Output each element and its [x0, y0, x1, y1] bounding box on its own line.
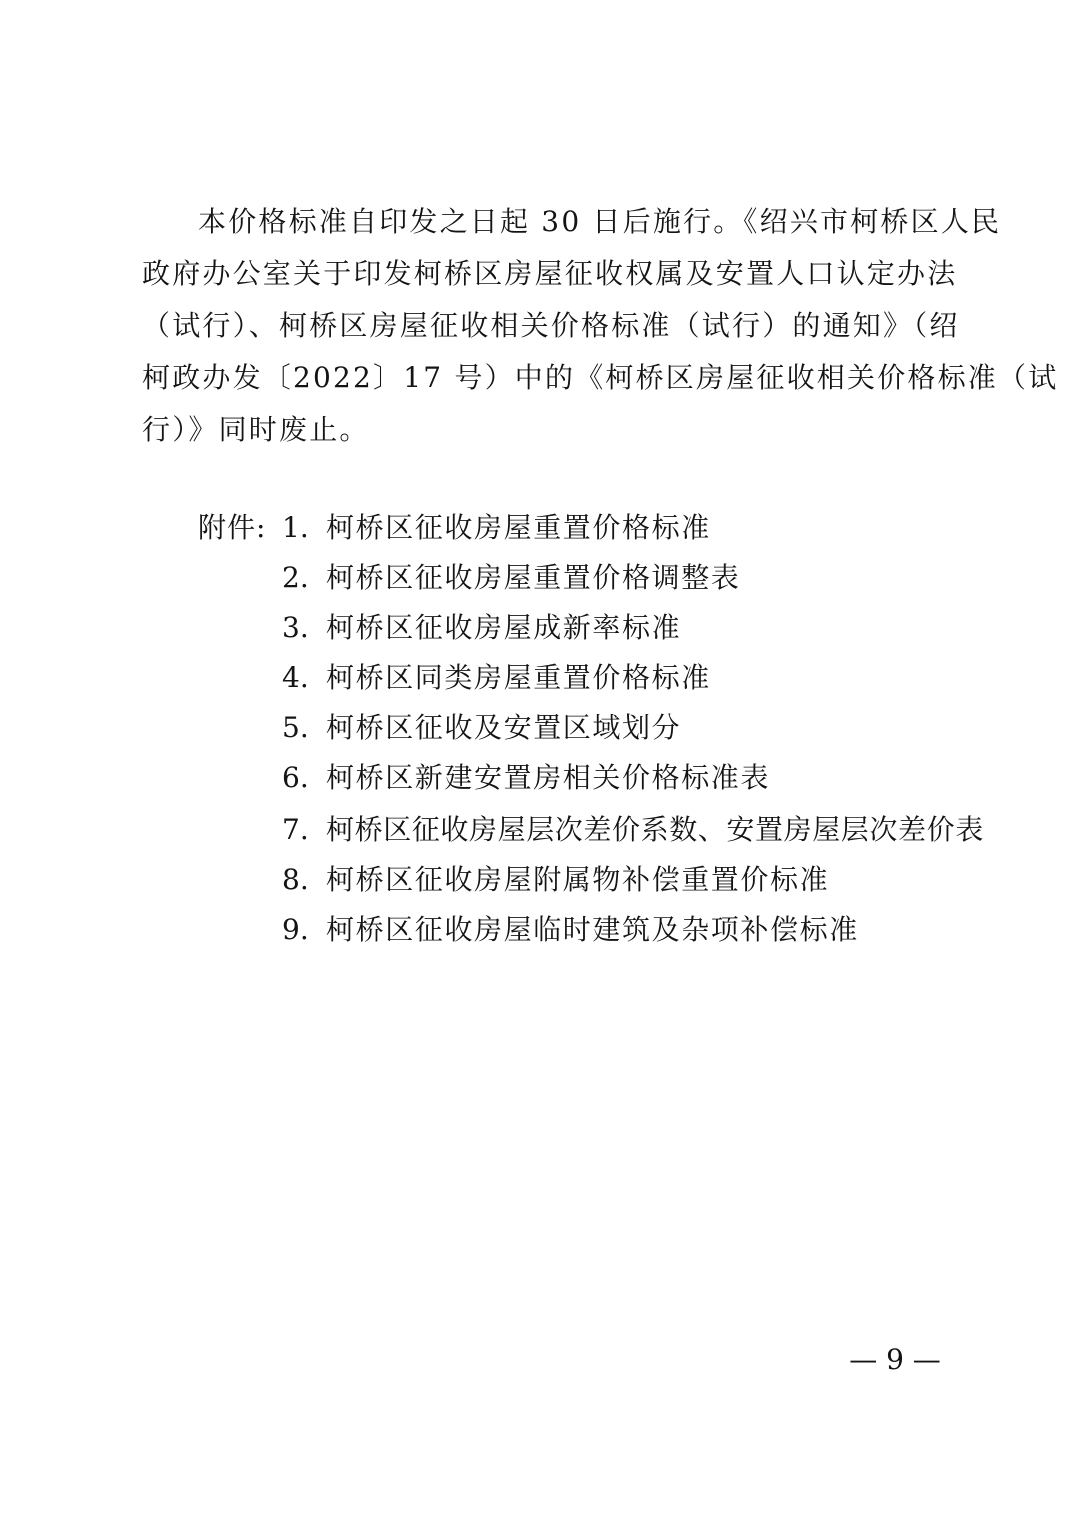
attachment-title: 柯桥区征收及安置区域划分 [326, 711, 682, 744]
paragraph-line-1: 本价格标准自印发之日起 30 日后施行。《绍兴市柯桥区人民 [198, 205, 1002, 238]
attachment-number: 7. [282, 813, 309, 846]
attachment-item-2 [282, 552, 740, 604]
attachment-number: 1. [282, 511, 309, 544]
attachment-item-1 [282, 502, 711, 554]
attachment-number: 5. [282, 711, 309, 744]
attachment-item-5 [282, 702, 681, 754]
attachment-number: 8. [282, 863, 309, 896]
attachment-item-3 [282, 602, 681, 654]
attachment-title: 柯桥区征收房屋层次差价系数、安置房屋层次差价表 [326, 813, 984, 846]
page-number: — 9 — [849, 1343, 941, 1376]
attachment-number: 6. [282, 761, 309, 794]
paragraph-line-3: （试行）、柯桥区房屋征收相关价格标准（试行）的通知》（绍 [142, 309, 960, 342]
attachments-label: 附件: [198, 511, 267, 544]
attachment-title: 柯桥区征收房屋重置价格调整表 [326, 561, 741, 594]
attachment-number: 9. [282, 913, 309, 946]
attachment-title: 柯桥区新建安置房相关价格标准表 [326, 761, 771, 794]
attachment-title: 柯桥区征收房屋附属物补偿重置价标准 [326, 863, 830, 896]
attachment-title: 柯桥区征收房屋临时建筑及杂项补偿标准 [326, 913, 859, 946]
attachment-item-7 [282, 804, 984, 856]
attachment-item-9 [282, 904, 859, 956]
attachment-number: 2. [282, 561, 309, 594]
attachment-title: 柯桥区征收房屋重置价格标准 [326, 511, 711, 544]
attachment-item-8 [282, 854, 829, 906]
attachment-title: 柯桥区同类房屋重置价格标准 [326, 661, 711, 694]
attachment-item-4 [282, 652, 711, 704]
paragraph-line-2: 政府办公室关于印发柯桥区房屋征收权属及安置人口认定办法 [142, 257, 958, 290]
paragraph-line-4: 柯政办发〔2022〕17 号）中的《柯桥区房屋征收相关价格标准（试 [142, 361, 1059, 394]
attachment-number: 4. [282, 661, 309, 694]
attachment-number: 3. [282, 611, 309, 644]
attachment-item-6 [282, 752, 770, 804]
attachment-title: 柯桥区征收房屋成新率标准 [326, 611, 682, 644]
paragraph-line-5: 行）》同时废止。 [142, 413, 370, 446]
